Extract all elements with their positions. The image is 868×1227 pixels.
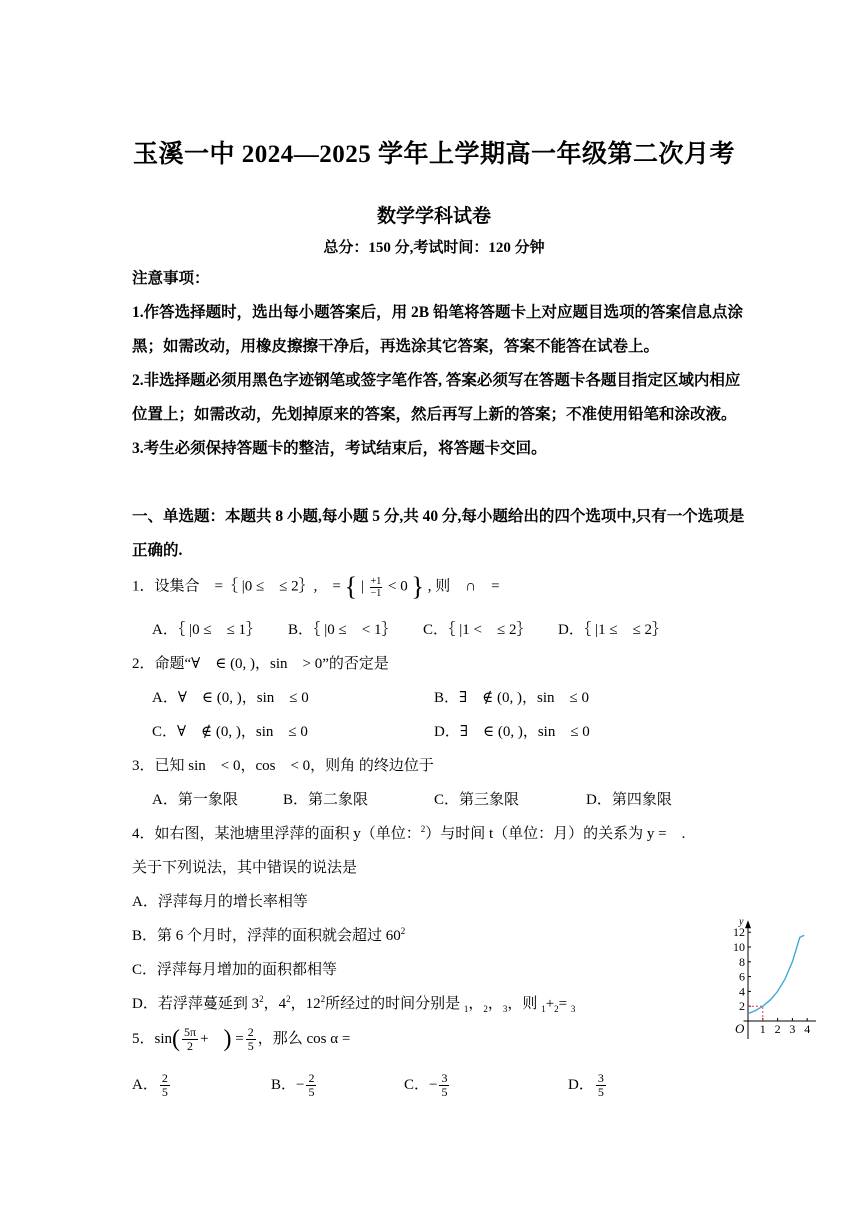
q4-d-sub6: 3 — [570, 1004, 576, 1014]
q4-d-text4: 所经过的时间分别是 — [325, 996, 461, 1012]
q5-rparen: ) — [223, 1026, 232, 1052]
q5-a-den: 5 — [161, 1085, 168, 1099]
q4-d-text1: D．若浮萍蔓延到 3 — [132, 996, 260, 1012]
x-tick-label-1: 1 — [759, 1022, 766, 1036]
q5-d-den: 5 — [597, 1085, 604, 1099]
q4-d-sup3: 2 — [320, 994, 326, 1004]
q1-option-b: B．｛ |0 ≤ < 1｝ — [288, 622, 397, 638]
y-tick-label-6: 6 — [739, 969, 745, 984]
q4-option-d — [132, 992, 575, 1014]
q1-option-a: A．｛ |0 ≤ ≤ 1｝ — [152, 622, 262, 638]
question-4-stem-cont: 关于下列说法，其中错误的说法是 — [132, 860, 358, 876]
notice-line-5: 3.考生必须保持答题卡的整洁，考试结束后，将答题卡交回。 — [132, 440, 547, 457]
q4-d-text3: ，12 — [290, 996, 321, 1012]
q4-d-sub5: 2 — [554, 1004, 559, 1014]
q4-d-plus: + — [545, 996, 555, 1012]
q1-left-brace: { — [344, 572, 358, 601]
q4-d-sup2: 2 — [286, 994, 291, 1004]
notice-line-4: 位置上；如需改动，先划掉原来的答案，然后再写上新的答案；不准使用铅笔和涂改液。 — [132, 406, 737, 423]
q1-frac-num: +1 — [370, 575, 382, 587]
q4-stem-unit-sup: 2 — [420, 824, 426, 834]
q4-option-a: A．浮萍每月的增长率相等 — [132, 894, 308, 910]
q5-c-den: 5 — [441, 1085, 448, 1099]
q1-fraction — [370, 576, 383, 599]
q1-bar: | — [360, 578, 364, 595]
q3-option-b: B．第二象限 — [283, 792, 369, 808]
y-axis-label: y — [739, 916, 744, 928]
q4-d-equals: = — [558, 996, 568, 1012]
q2-option-b: B．∃ ∉ (0, )，sin ≤ 0 — [434, 690, 589, 706]
q5-plus: + — [200, 1030, 224, 1047]
q5-arg-num: 5π — [184, 1025, 197, 1039]
q2-option-d: D．∃ ∈ (0, )，sin ≤ 0 — [434, 724, 590, 740]
notice-line-3: 2.非选择题必须用黑色字迹钢笔或签字笔作答, 答案必须写在答题卡各题目指定区域内相应 — [132, 372, 741, 389]
q5-d-num: 3 — [597, 1071, 604, 1085]
y-tick-label-12: 12 — [733, 925, 745, 940]
q5-arg-den: 2 — [187, 1039, 194, 1053]
q5-equals: = — [235, 1030, 244, 1047]
q2-option-a: A．∀ ∈ (0, )，sin ≤ 0 — [152, 690, 309, 706]
x-tick-label-2: 2 — [774, 1022, 781, 1036]
q4-option-b-text: B．第 6 个月时，浮萍的面积就会超过 60 — [132, 928, 401, 944]
q4-option-b — [132, 924, 405, 945]
q4-stem-part2: ）与时间 t（单位：月）的关系为 y = . — [425, 826, 686, 842]
q5-lparen: ( — [172, 1026, 181, 1052]
y-tick-label-4: 4 — [739, 984, 745, 999]
q4-option-c: C．浮萍每月增加的面积都相等 — [132, 962, 338, 978]
q5-option-d — [568, 1072, 608, 1099]
q3-option-c: C．第三象限 — [434, 792, 520, 808]
q1-right-brace: } — [411, 572, 424, 601]
x-tick-label-4: 4 — [804, 1022, 811, 1036]
q5-d-label: D． — [568, 1076, 594, 1093]
q4-d-comma1: ， — [468, 996, 484, 1012]
q1-stem-text: 1．设集合 =｛ |0 ≤ ≤ 2｝, = — [132, 578, 341, 595]
q5-b-num: 2 — [308, 1071, 315, 1085]
question-4-stem — [132, 822, 685, 843]
q5-a-label: A． — [132, 1076, 158, 1093]
y-tick-label-8: 8 — [739, 954, 745, 969]
q5-b-den: 5 — [308, 1085, 315, 1099]
x-tick-label-3: 3 — [789, 1022, 796, 1036]
q5-value-fraction — [246, 1026, 256, 1053]
q5-option-b — [271, 1072, 318, 1099]
q5-option-c — [404, 1072, 451, 1099]
q5-c-fraction — [439, 1072, 449, 1099]
origin-label: O — [735, 1021, 745, 1036]
q4-d-text2: ，4 — [263, 996, 287, 1012]
q4-d-sub3: 3 — [502, 1004, 508, 1014]
q4-d-sup1: 2 — [259, 994, 264, 1004]
q4-d-then: ，则 — [507, 996, 538, 1012]
notice-heading: 注意事项： — [132, 270, 210, 287]
y-tick-label-10: 10 — [733, 940, 745, 954]
q5-b-fraction — [306, 1072, 316, 1099]
q4-d-sub1: 1 — [463, 1004, 469, 1014]
exponential-curve — [748, 935, 804, 1013]
q5-arg-fraction — [182, 1026, 198, 1053]
q5-c-num: 3 — [441, 1071, 448, 1085]
y-tick-label-2: 2 — [739, 999, 745, 1014]
q1-condition: < 0 — [388, 578, 408, 595]
exam-meta: 总分：150 分,考试时间：120 分钟 — [323, 240, 545, 256]
q3-option-a: A．第一象限 — [152, 792, 238, 808]
q5-value-num: 2 — [247, 1025, 254, 1039]
q4-d-sub2: 2 — [483, 1004, 488, 1014]
q5-d-fraction — [596, 1072, 606, 1099]
question-1-stem — [132, 572, 500, 602]
q5-c-label: C．− — [404, 1076, 438, 1093]
q5-sin: 5．sin — [132, 1030, 173, 1047]
q2-option-c: C．∀ ∉ (0, )，sin ≤ 0 — [152, 724, 308, 740]
q1-stem-end: , 则 ∩ = — [427, 578, 500, 595]
question-3-stem: 3．已知 sin < 0，cos < 0，则角 的终边位于 — [132, 758, 434, 774]
q1-option-c: C．｛ |1 < ≤ 2｝ — [423, 622, 532, 638]
notice-line-1: 1.作答选择题时，选出每小题答案后，用 2B 铅笔将答题卡上对应题目选项的答案信息点涂 — [132, 304, 743, 321]
y-axis-arrow — [745, 920, 751, 928]
q4-d-comma2: ， — [487, 996, 503, 1012]
q5-value-den: 5 — [247, 1039, 254, 1053]
section1-heading-cont: 正确的. — [132, 542, 183, 559]
question-2-stem: 2．命题“∀ ∈ (0, )，sin > 0”的否定是 — [132, 656, 389, 672]
q5-stem-end: ，那么 cos α = — [257, 1030, 351, 1047]
q3-option-d: D．第四象限 — [586, 792, 672, 808]
q5-a-fraction — [160, 1072, 170, 1099]
exam-title: 玉溪一中 2024—2025 学年上学期高一年级第二次月考 — [132, 141, 735, 168]
q4-exponential-graph — [718, 818, 816, 1040]
q4-stem-part1: 4．如右图，某池塘里浮萍的面积 y（单位： — [132, 826, 421, 842]
q5-b-label: B．− — [271, 1076, 305, 1093]
q5-option-a — [132, 1072, 172, 1099]
section1-heading: 一、单选题：本题共 8 小题,每小题 5 分,共 40 分,每小题给出的四个选项中,只有一个选项是 — [132, 508, 745, 525]
question-5-stem — [132, 1026, 350, 1053]
exam-subtitle: 数学学科试卷 — [376, 206, 491, 227]
notice-line-2: 黑；如需改动，用橡皮擦擦干净后，再选涂其它答案，答案不能答在试卷上。 — [132, 338, 660, 355]
q5-a-num: 2 — [161, 1071, 168, 1085]
q1-frac-den: −1 — [370, 587, 382, 599]
q4-option-b-sup: 2 — [400, 926, 406, 936]
q4-d-sub4: 1 — [541, 1004, 546, 1014]
q1-option-d: D．｛ |1 ≤ ≤ 2｝ — [558, 622, 668, 638]
